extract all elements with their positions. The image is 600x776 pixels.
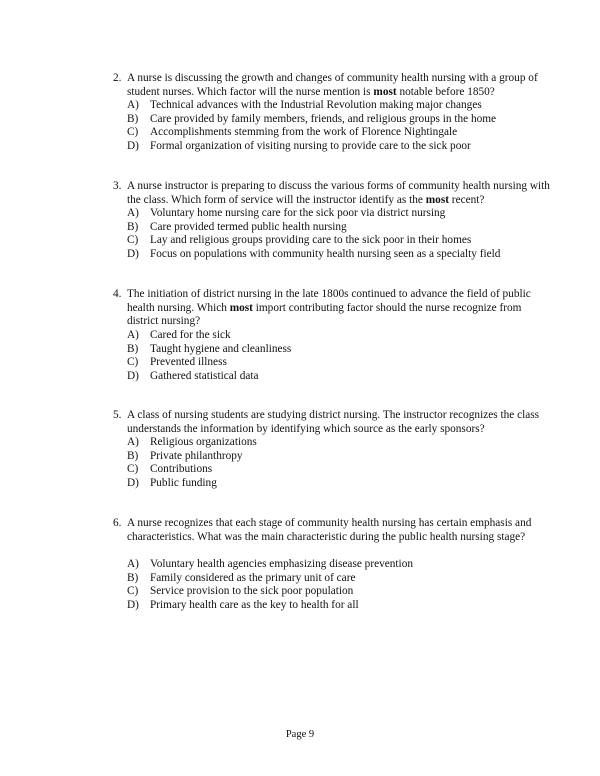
option-text: Service provision to the sick poor population (150, 585, 354, 598)
option-text: Family considered as the primary unit of care (150, 571, 356, 584)
answer-option (127, 450, 547, 464)
question-number: 6. (113, 517, 122, 529)
answer-option (127, 234, 547, 248)
option-letter: C) (127, 356, 139, 369)
option-text: Care provided termed public health nursing (150, 220, 347, 233)
emphasis-text: most (229, 301, 253, 314)
option-letter: A) (127, 329, 139, 341)
option-text: Private philanthropy (150, 449, 243, 462)
option-text: Technical advances with the Industrial Revolution making major changes (150, 99, 482, 111)
option-text: Voluntary home nursing care for the sick poor via district nursing (150, 207, 446, 219)
option-letter: A) (127, 558, 139, 570)
answer-options (127, 329, 547, 383)
option-letter: D) (127, 369, 139, 382)
answer-option (127, 436, 547, 450)
answer-option (127, 356, 547, 370)
option-text: Focus on populations with community health nursing seen as a specialty field (150, 247, 501, 260)
option-letter: A) (127, 207, 139, 219)
question-stem (113, 409, 553, 436)
option-text: Voluntary health agencies emphasizing disease prevention (150, 558, 413, 570)
answer-options (127, 436, 547, 490)
option-letter: C) (127, 234, 139, 247)
answer-option (127, 140, 547, 154)
option-letter: B) (127, 220, 139, 233)
option-text: Lay and religious groups providing care to the sick poor in their homes (150, 234, 472, 247)
answer-option (127, 99, 547, 113)
answer-option (127, 599, 547, 613)
question-stem (113, 517, 553, 544)
question-text: A nurse is discussing the growth and changes of community health nursing with a group of student nurses. Which factor will the nurse mention is most notable before 1850? (127, 72, 538, 98)
option-text: Prevented illness (150, 356, 227, 369)
question-stem (113, 288, 553, 329)
question-number: 2. (113, 72, 122, 84)
answer-option (127, 585, 547, 599)
option-text: Cared for the sick (150, 329, 231, 341)
option-letter: D) (127, 476, 139, 489)
option-text: Gathered statistical data (150, 369, 259, 382)
option-text: Accomplishments stemming from the work of Florence Nightingale (150, 126, 458, 139)
question-text: A nurse instructor is preparing to discuss the various forms of community health nursing with the class. Which form of service will the instructor identify as the most recent? (127, 180, 550, 206)
answer-option (127, 558, 547, 572)
option-text: Primary health care as the key to health for all (150, 598, 359, 611)
option-text: Public funding (150, 476, 217, 489)
page-number: Page 9 (285, 729, 315, 740)
question-number: 4. (113, 288, 122, 300)
option-letter: D) (127, 139, 139, 152)
answer-options (127, 207, 547, 261)
option-text: Care provided by family members, friends, and religious groups in the home (150, 112, 497, 125)
answer-option (127, 370, 547, 384)
answer-option (127, 329, 547, 343)
option-letter: B) (127, 571, 139, 584)
question-stem (113, 72, 553, 99)
emphasis-text: most (373, 85, 397, 98)
option-letter: B) (127, 342, 139, 355)
question-text: A class of nursing students are studying district nursing. The instructor recognizes the class understands the information by identifying which source as the early sponsors? (127, 409, 540, 435)
option-text: Taught hygiene and cleanliness (150, 342, 292, 355)
answer-option (127, 207, 547, 221)
answer-option (127, 221, 547, 235)
option-letter: D) (127, 247, 139, 260)
option-letter: A) (127, 436, 139, 448)
option-letter: D) (127, 598, 139, 611)
answer-option (127, 477, 547, 491)
option-text: Contributions (150, 463, 213, 476)
answer-option (127, 248, 547, 262)
option-letter: B) (127, 112, 139, 125)
answer-option (127, 113, 547, 127)
question-text: A nurse recognizes that each stage of community health nursing has certain emphasis and characteristics. What was the main characteristic during the public health nursing stage? (127, 517, 532, 543)
option-text: Formal organization of visiting nursing to provide care to the sick poor (150, 139, 471, 152)
option-letter: B) (127, 449, 139, 462)
option-letter: C) (127, 585, 139, 598)
question-stem (113, 180, 553, 207)
option-text: Religious organizations (150, 436, 257, 448)
answer-options (127, 558, 547, 612)
emphasis-text: most (425, 193, 449, 206)
option-letter: C) (127, 126, 139, 139)
option-letter: C) (127, 463, 139, 476)
answer-option (127, 572, 547, 586)
question-number: 3. (113, 180, 122, 192)
option-letter: A) (127, 99, 139, 111)
answer-option (127, 463, 547, 477)
answer-option (127, 343, 547, 357)
answer-option (127, 126, 547, 140)
answer-options (127, 99, 547, 153)
question-number: 5. (113, 409, 122, 421)
question-text: The initiation of district nursing in the late 1800s continued to advance the field of public health nursing. Which most import contributing factor should the nurse recognize from district nursing? (127, 288, 531, 328)
